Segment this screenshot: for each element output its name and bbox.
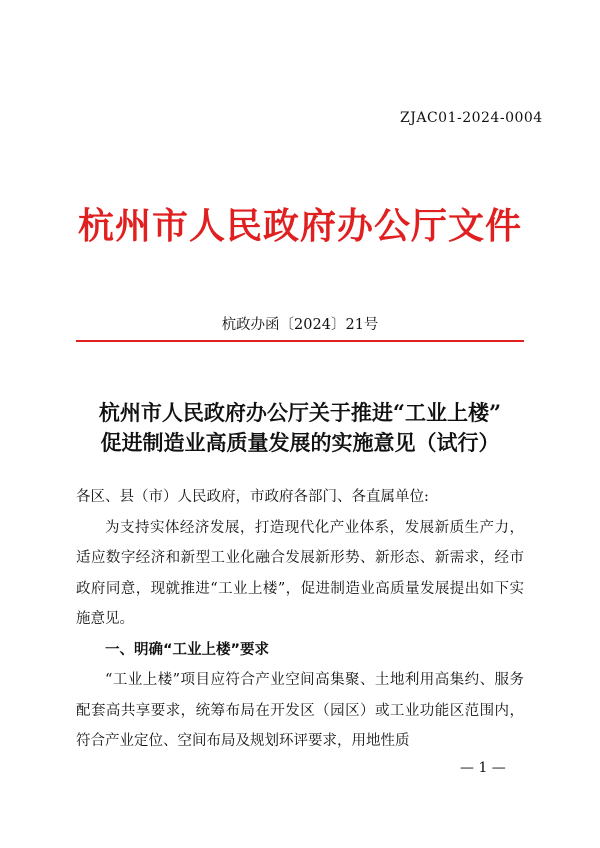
title-line-2: 促进制造业高质量发展的实施意见（试行） [100, 430, 500, 455]
document-code: ZJAC01-2024-0004 [400, 110, 543, 126]
document-body [76, 482, 524, 757]
issuer-header: 杭州市人民政府办公厅文件 [77, 206, 522, 247]
page-number: — 1 — [460, 760, 506, 776]
salutation: 各区、县（市）人民政府，市政府各部门、各直属单位: [76, 489, 429, 505]
header-divider [76, 340, 524, 342]
document-number: 杭政办函〔2024〕21号 [221, 317, 379, 333]
title-line-1: 杭州市人民政府办公厅关于推进“工业上楼” [98, 400, 502, 425]
section-paragraph: “工业上楼”项目应符合产业空间高集聚、土地利用高集约、服务配套高共享要求，统筹布局在开发区（园区）或工业功能区范围内，符合产业定位、空间布局及规划环评要求，用地性质 [76, 672, 524, 749]
document-title [0, 398, 600, 458]
section-heading: 一、明确“工业上楼”要求 [105, 641, 270, 658]
intro-paragraph: 为支持实体经济发展，打造现代化产业体系，发展新质生产力，适应数字经济和新型工业化融合发展新形势、新形态、新需求，经市政府同意，现就推进“工业上楼”，促进制造业高质量发展提出如下实施意见。 [76, 519, 524, 627]
